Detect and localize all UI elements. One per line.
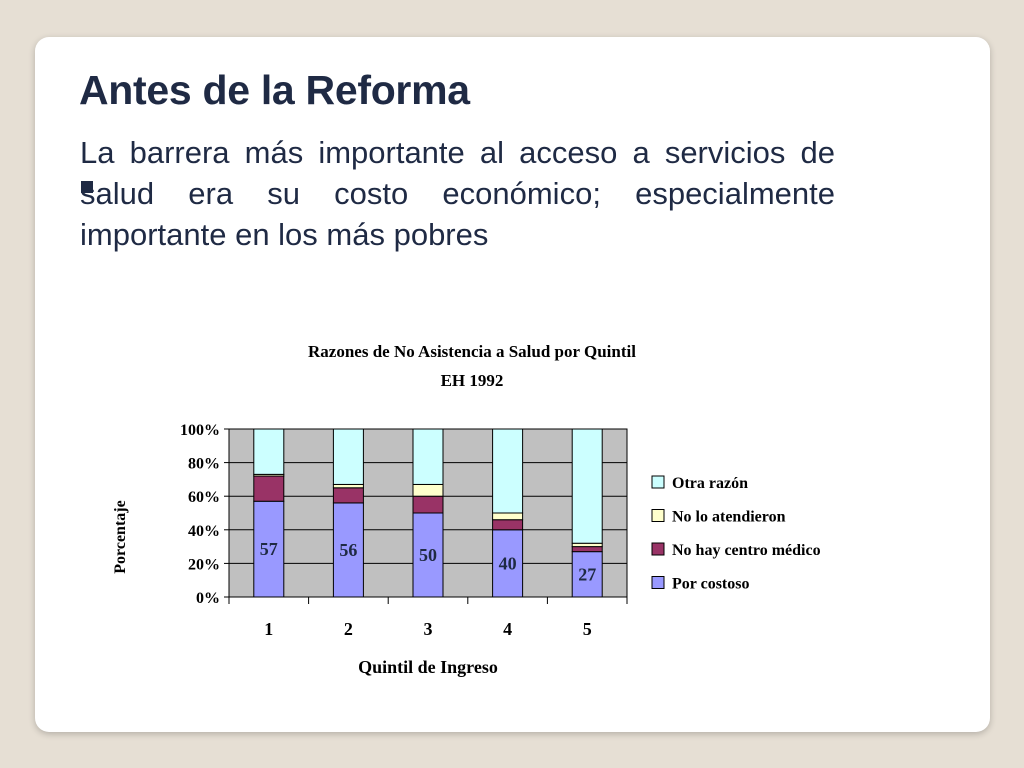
- legend-label: No hay centro médico: [672, 542, 821, 559]
- bar-segment: [493, 429, 523, 513]
- bar-segment: [493, 520, 523, 530]
- bar-segment: [254, 476, 284, 501]
- x-tick-label: 3: [423, 619, 433, 639]
- bar-segment: [333, 484, 363, 487]
- x-tick-label: 2: [343, 619, 353, 639]
- x-tick-label: 5: [582, 619, 592, 639]
- slide-title: Antes de la Reforma: [79, 67, 470, 113]
- y-tick-label: 80%: [188, 455, 220, 473]
- y-tick-label: 100%: [180, 422, 220, 439]
- data-label: 27: [578, 564, 597, 585]
- bar-segment: [413, 496, 443, 513]
- legend-swatch: [652, 577, 664, 589]
- bar-segment: [254, 429, 284, 474]
- bar-segment: [572, 547, 602, 552]
- legend-swatch: [652, 510, 664, 522]
- y-tick-label: 0%: [196, 590, 220, 607]
- legend: [652, 475, 821, 593]
- legend-label: Otra razón: [672, 475, 748, 492]
- chart-title: Razones de No Asistencia a Salud por Quintil: [308, 342, 636, 361]
- bar-segment: [572, 429, 602, 543]
- data-label: 56: [339, 539, 358, 560]
- chart-subtitle: EH 1992: [440, 371, 504, 390]
- bullet-text: La barrera más importante al acceso a servicios de salud era su costo económico; especialmente importante en los más pobres: [80, 135, 835, 252]
- bar-segment: [333, 488, 363, 503]
- data-label: 40: [498, 553, 517, 574]
- bar-segment: [333, 429, 363, 484]
- y-tick-label: 20%: [188, 556, 220, 574]
- x-tick-label: 1: [264, 619, 274, 639]
- data-label: 57: [259, 539, 278, 560]
- bar-segment: [572, 543, 602, 546]
- y-axis-label: Porcentaje: [112, 500, 129, 574]
- legend-label: No lo atendieron: [672, 508, 786, 526]
- legend-swatch: [652, 476, 664, 488]
- legend-swatch: [652, 543, 664, 555]
- plot-area-group: [180, 422, 627, 639]
- y-tick-label: 40%: [188, 522, 220, 540]
- x-axis-label: Quintil de Ingreso: [358, 657, 498, 677]
- legend-label: Por costoso: [672, 575, 750, 593]
- bar-segment: [413, 484, 443, 496]
- bar-segment: [413, 429, 443, 484]
- data-label: 50: [419, 545, 437, 565]
- x-tick-label: 4: [503, 619, 513, 639]
- y-tick-label: 60%: [188, 489, 220, 507]
- bar-segment: [493, 513, 523, 520]
